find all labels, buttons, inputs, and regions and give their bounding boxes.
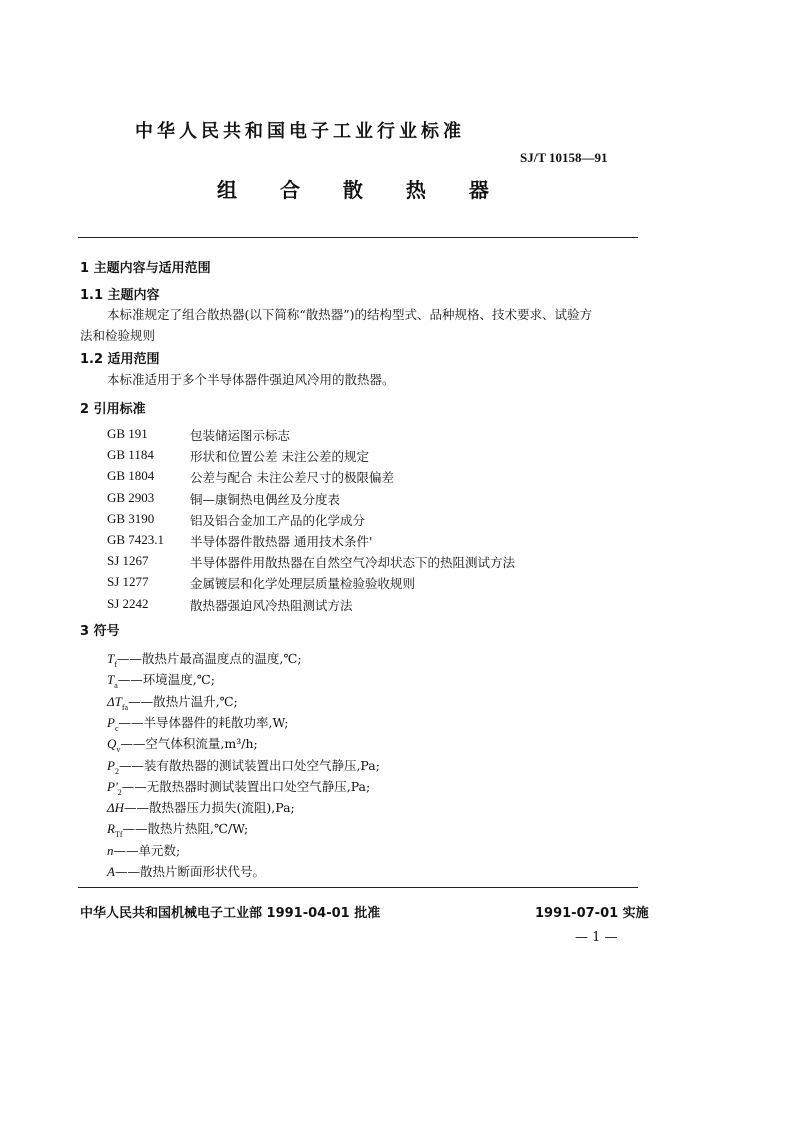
reference-code: SJ 2242 [107, 595, 149, 611]
reference-title: 铝及铝合金加工产品的化学成分 [190, 512, 366, 528]
symbol-description: ——环境温度,℃; [117, 672, 215, 688]
reference-code: GB 7423.1 [107, 532, 165, 547]
symbol-description: ——无散热器时测试装置出口处空气静压,Pa; [121, 778, 371, 794]
symbol-subscript: v [116, 745, 121, 755]
section-3-heading: 3 符号 [80, 624, 120, 639]
symbol-name: R [107, 821, 115, 837]
reference-title: 铜—康铜热电偶丝及分度表 [190, 491, 341, 507]
reference-code: SJ 1277 [107, 574, 149, 590]
symbol-row [107, 733, 258, 754]
reference-title: 金属镀层和化学处理层质量检验验收规则 [190, 576, 416, 592]
section-1-1-text-line1: 本标准规定了组合散热器(以下简称“散热器”)的结构型式、品种规格、技术要求、试验方 [107, 307, 593, 322]
symbol-row [107, 861, 265, 882]
reference-code: GB 191 [107, 426, 148, 441]
symbol-name: Q [107, 736, 117, 752]
symbol-name: T [107, 672, 115, 688]
reference-title: 形状和位置公差 未注公差的规定 [190, 449, 369, 465]
symbol-row [107, 691, 238, 712]
reference-title: 半导体器件散热器 通用技术条件' [190, 534, 373, 549]
symbol-row [107, 712, 288, 733]
symbol-description: ——散热片热阻,℃/W; [122, 821, 249, 837]
symbol-name: P' [107, 778, 118, 794]
reference-code: SJ 1267 [107, 553, 149, 569]
symbol-row [107, 755, 380, 776]
symbol-description: ——散热片最高温度点的温度,℃; [116, 651, 302, 666]
symbol-row [107, 669, 215, 690]
symbol-row [107, 840, 180, 861]
reference-title: 散热器强迫风冷热阻测试方法 [190, 597, 353, 613]
page-number: — 1 — [575, 930, 618, 945]
symbol-subscript: fa [121, 702, 129, 712]
symbol-subscript: Tf [114, 830, 123, 840]
symbol-row [107, 648, 302, 669]
symbol-subscript: a [114, 681, 118, 691]
symbol-subscript: 2 [114, 766, 119, 776]
section-1-1-heading: 1.1 主题内容 [80, 288, 160, 303]
bottom-divider [78, 887, 638, 888]
section-1-2-heading: 1.2 适用范围 [80, 352, 160, 367]
symbol-subscript: 2 [117, 787, 122, 797]
symbol-description: ——半导体器件的耗散功率,W; [118, 714, 289, 730]
symbol-description: ——散热片温升,℃; [128, 693, 238, 709]
symbol-name: ΔT [107, 693, 122, 709]
section-2-heading: 2 引用标准 [80, 402, 146, 417]
symbol-description: ——散热片断面形状代号。 [114, 864, 265, 879]
symbol-name: T [107, 651, 115, 666]
section-1-1-text-line2: 法和检验规则 [80, 328, 156, 343]
symbol-subscript: f [114, 660, 117, 670]
reference-title: 半导体器件用散热器在自然空气冷却状态下的热阻测试方法 [190, 555, 516, 571]
symbol-name: P [107, 757, 115, 773]
reference-title: 公差与配合 未注公差尺寸的极限偏差 [190, 470, 394, 486]
symbol-row [107, 776, 370, 797]
symbol-row [107, 818, 248, 839]
reference-code: GB 2903 [107, 489, 155, 505]
section-1-heading: 1 主题内容与适用范围 [80, 261, 211, 276]
standard-number: SJ/T 10158—91 [520, 150, 608, 165]
section-1-2-text: 本标准适用于多个半导体器件强迫风冷用的散热器。 [107, 372, 395, 387]
effective-date: 1991-07-01 实施 [535, 906, 649, 921]
symbol-name: A [107, 864, 115, 879]
symbol-row [107, 797, 295, 818]
reference-code: GB 1804 [107, 468, 155, 484]
symbol-description: ——散热器压力损失(流阻),Pa; [124, 800, 295, 816]
approval-text: 中华人民共和国机械电子工业部 1991-04-01 批准 [80, 906, 381, 921]
symbol-description: ——空气体积流量,m³/h; [120, 736, 258, 752]
org-title: 中华人民共和国电子工业行业标准 [135, 121, 465, 142]
symbol-name: n [107, 842, 114, 858]
symbol-description: ——单元数; [113, 842, 181, 858]
reference-title: 包装储运图示标志 [190, 428, 291, 443]
reference-code: GB 3190 [107, 510, 155, 526]
symbol-subscript: c [114, 724, 119, 734]
symbol-name: ΔH [107, 800, 125, 816]
reference-code: GB 1184 [107, 447, 154, 463]
symbol-name: P [107, 714, 115, 730]
top-divider [78, 237, 638, 238]
doc-title: 组 合 散 热 器 [217, 178, 507, 202]
symbol-description: ——装有散热器的测试装置出口处空气静压,Pa; [118, 757, 380, 773]
